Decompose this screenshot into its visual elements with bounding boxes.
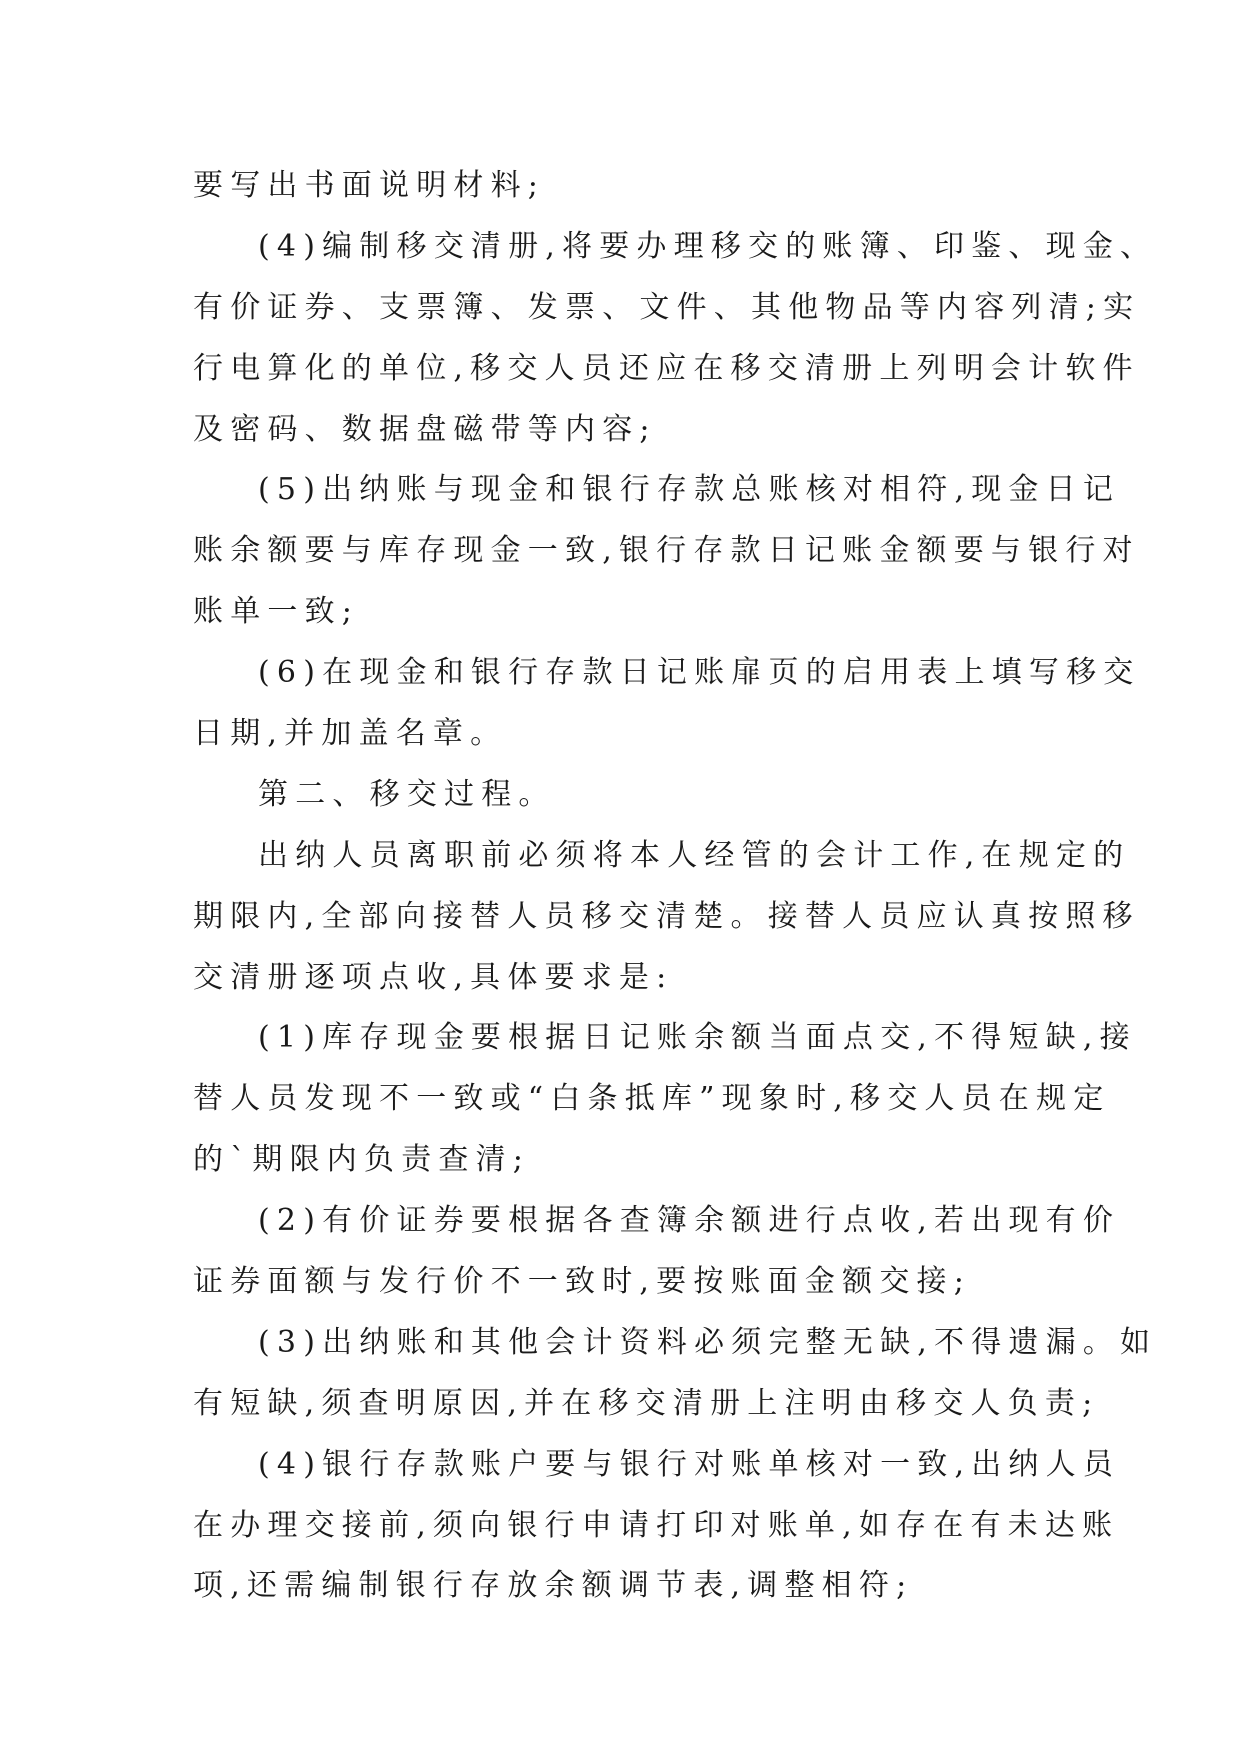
text-line: 替人员发现不一致或“白条抵库”现象时,移交人员在规定 [193,1081,1111,1117]
text-line: 项,还需编制银行存放余额调节表,调整相符; [193,1568,914,1604]
text-line: (6)在现金和银行存款日记账扉页的启用表上填写移交 [258,655,1141,691]
text-line: 行电算化的单位,移交人员还应在移交清册上列明会计软件 [193,350,1140,386]
text-line: 期限内,全部向接替人员移交清楚。接替人员应认真按照移 [193,898,1140,934]
text-line: 的`期限内负责查清; [193,1142,531,1178]
text-line: 交清册逐项点收,具体要求是: [193,959,674,995]
text-line: 有短缺,须查明原因,并在移交清册上注明由移交人负责; [193,1385,1100,1421]
text-line: 有价证券、支票簿、发票、文件、其他物品等内容列清;实 [193,289,1141,325]
text-line: 在办理交接前,须向银行申请打印对账单,如存在有未达账 [193,1507,1120,1543]
text-line: 出纳人员离职前必须将本人经管的会计工作,在规定的 [258,837,1131,873]
text-line: 及密码、数据盘磁带等内容; [193,411,657,447]
text-line: (5)出纳账与现金和银行存款总账核对相符,现金日记 [258,472,1121,508]
text-line: (2)有价证券要根据各查簿余额进行点收,若出现有价 [258,1203,1121,1239]
body-text [193,156,1158,1617]
text-line: (4)银行存款账户要与银行对账单核对一致,出纳人员 [258,1446,1121,1482]
text-line: 账单一致; [193,594,360,630]
text-line: 日期,并加盖名章。 [193,716,508,752]
text-line: 账余额要与库存现金一致,银行存款日记账金额要与银行对 [193,533,1140,569]
text-line: (4)编制移交清册,将要办理移交的账簿、印鉴、现金、 [258,228,1158,264]
text-line: (1)库存现金要根据日记账余额当面点交,不得短缺,接 [258,1020,1137,1056]
text-line: (3)出纳账和其他会计资料必须完整无缺,不得遗漏。如 [258,1324,1158,1360]
text-line: 证券面额与发行价不一致时,要按账面金额交接; [193,1264,972,1300]
section-heading: 第二、移交过程。 [258,776,556,812]
text-line: 要写出书面说明材料; [193,168,546,203]
